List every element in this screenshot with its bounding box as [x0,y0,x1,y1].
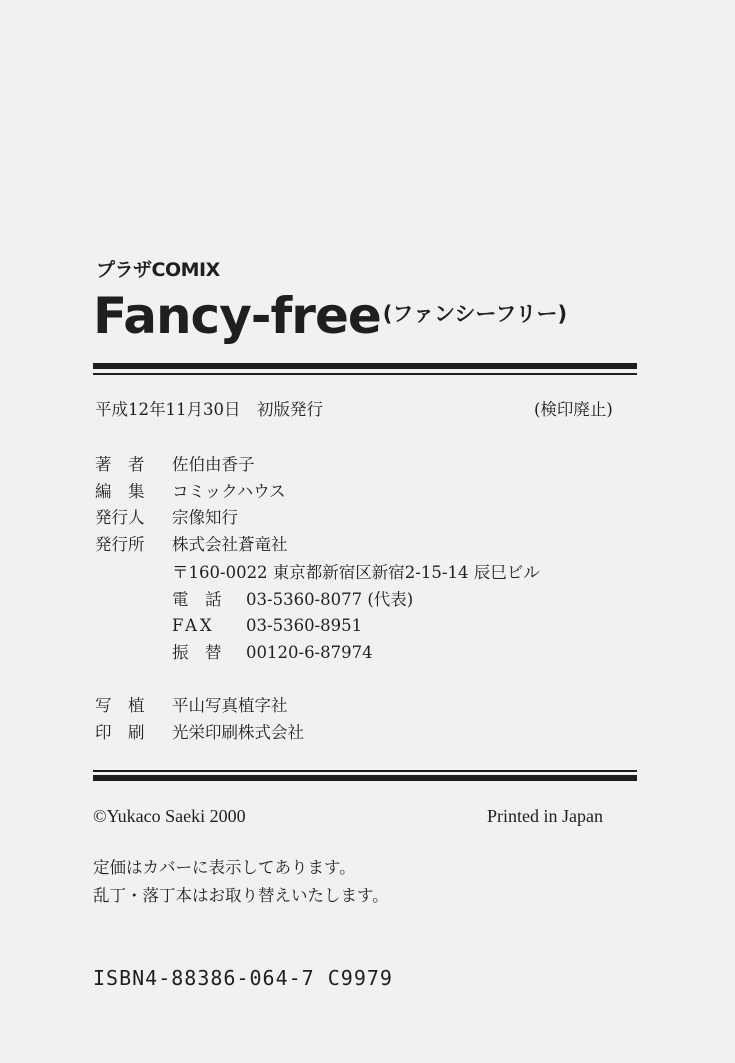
book-title-reading: (ファンシーフリー) [382,302,568,326]
imprint-label: プラザCOMIX [96,259,220,281]
production-label: 写 植 [95,696,145,715]
transfer-label: 振 替 [172,643,222,662]
replacement-note: 乱丁・落丁本はお取り替えいたします。 [93,886,389,905]
production-label: 印 刷 [95,723,145,742]
copyright: ©Yukaco Saeki 2000 [93,806,246,826]
bottom-rule-thick [93,775,637,781]
production-value: 平山写真植字社 [172,696,288,715]
publisher-address: 〒160-0022 東京都新宿区新宿2-15-14 辰巳ビル [172,563,540,582]
publish-date: 平成12年11月30日 初版発行 [95,400,323,419]
phone-number: 03-5360-8077 (代表) [246,590,414,609]
printed-in: Printed in Japan [487,806,603,826]
credit-label: 編 集 [95,482,145,501]
price-note: 定価はカバーに表示してあります。 [93,858,356,877]
credit-value: コミックハウス [172,482,286,501]
book-title [93,288,567,344]
fax-label: FAX [172,616,215,635]
credit-label: 著 者 [95,455,145,474]
credit-label: 発行所 [95,535,145,554]
credit-value: 佐伯由香子 [172,455,255,474]
isbn-code: ISBN4-88386-064-7 C9979 [93,966,393,990]
credit-value: 株式会社蒼竜社 [172,535,288,554]
production-value: 光栄印刷株式会社 [172,723,304,742]
top-rule-thick [93,363,637,369]
credit-value: 宗像知行 [172,508,238,527]
top-rule-thin [93,373,637,375]
seal-note: (検印廃止) [534,400,613,419]
credit-label: 発行人 [95,508,145,527]
book-title-main: Fancy-free [93,287,381,345]
phone-label: 電 話 [172,590,222,609]
transfer-account: 00120-6-87974 [246,643,373,662]
bottom-rule-thin [93,770,637,772]
fax-number: 03-5360-8951 [246,616,363,635]
